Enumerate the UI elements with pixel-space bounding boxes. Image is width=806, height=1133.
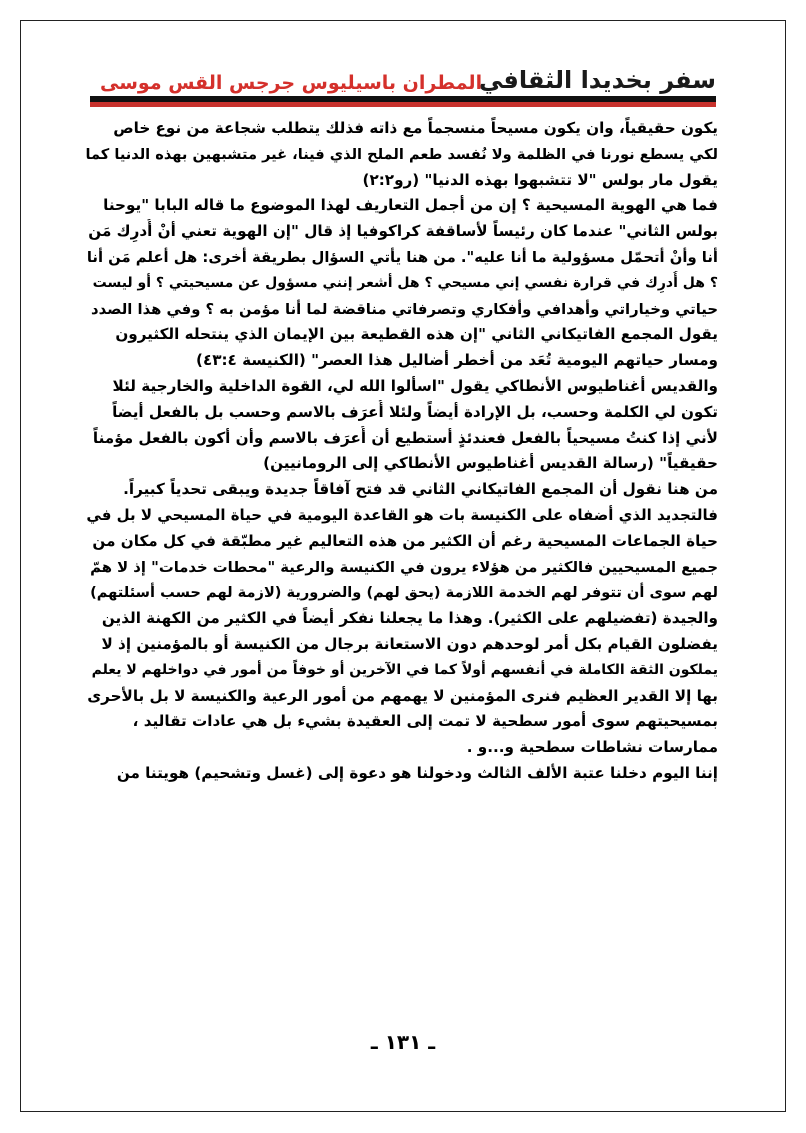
text-line: لكي يسطع نورنا في الظلمة ولا نُفسد طعم الملح الذي فينا، غير متشبهين بهذه الدنيا كما	[86, 145, 718, 163]
text-line: يفضلون القيام بكل أمر لوحدهم دون الاستعانة برجال من الكنيسة أو بالمؤمنين إذ لا	[101, 634, 718, 653]
body-text	[86, 116, 718, 787]
text-line: حياتي وخياراتي وأهدافي وأفكاري وتصرفاتي مناقضة لما أنا مؤمن به ؟ وفي هذا الصدد	[91, 300, 718, 318]
text-line: لأني إذا كنتُ مسيحياً بالفعل فعندئذٍ أستطيع أن أُعرَف بالاسم وأن أكون بالفعل مؤمناً	[92, 428, 718, 447]
text-line: لهم سوى أن تتوفر لهم الخدمة اللازمة (يحق لهم) والضرورية (لازمة لهم حسب أسئلتهم)	[90, 584, 718, 602]
text-line: فالتجديد الذي أضفاه على الكنيسة بات هو القاعدة اليومية في حياة المسيحي لا بل في	[86, 505, 718, 524]
header-rule-red	[90, 102, 716, 107]
text-line: بها إلا القدير العظيم فنرى المؤمنين لا يهمهم من أمور الرعية والكنيسة لا بل بالأحرى	[87, 686, 718, 705]
series-title: سفر بخديدا الثقافي	[478, 66, 716, 94]
page-number: ـ ١٣١ ـ	[370, 1030, 436, 1054]
text-line: ممارسات نشاطات سطحية و...و .	[466, 738, 718, 757]
text-line: تكون لي الكلمة وحسب، بل الإرادة أيضاً ولئلا أُعرَف بالاسم وحسب بل بالفعل أيضاً	[112, 402, 718, 421]
text-line: بولس الثاني" عندما كان رئيساً لأساقفة كراكوفيا إذ قال "إن الهوية تعني أنْ أُدرِك مَن	[88, 222, 718, 241]
author-name: المطران باسيليوس جرجس القس موسى	[100, 72, 483, 94]
text-line: يملكون الثقة الكاملة في أنفسهم أولاً كما في الآخرين أو خوفاً من أمور في دواخلهم لا يعلم	[91, 661, 718, 678]
text-line: ؟ هل أُدرِك في قرارة نفسي إني مسيحي ؟ هل أشعر إنني مسؤول عن مسيحيتي ؟ أو ليست	[92, 274, 718, 291]
text-line: من هنا نقول أن المجمع الفاتيكاني الثاني قد فتح آفاقاً جديدة ويبقى تحدياً كبيراً.	[123, 480, 718, 499]
text-line: والقديس أغناطيوس الأنطاكي يقول "اسألوا الله لي، القوة الداخلية والخارجية لئلا	[112, 376, 718, 395]
text-line: يقول المجمع الفاتيكاني الثاني "إن هذه القطيعة بين الإيمان الذي ينتحله الكثيرون	[115, 325, 718, 344]
text-line: يكون حقيقياً، وان يكون مسيحاً منسجماً مع ذاته فذلك يتطلب شجاعة من نوع خاص	[113, 119, 718, 137]
text-line: إننا اليوم دخلنا عتبة الألف الثالث ودخولنا هو دعوة إلى (غسل وتشحيم) هويتنا من	[116, 763, 718, 782]
text-line: جميع المسيحيين فالكثير من هؤلاء يرون في الكنيسة والرعية "محطات خدمات" إذ لا همّ	[90, 558, 718, 576]
page-header	[90, 66, 716, 112]
text-line: والجيدة (تفضيلهم على الكثير). وهذا ما يجعلنا نفكر أيضاً في الكثير من الكهنة الذين	[101, 609, 718, 628]
text-line: فما هي الهوية المسيحية ؟ إن من أجمل التعاريف لهذا الموضوع ما قاله البابا "يوحنا	[103, 196, 718, 215]
text-line: حياة الجماعات المسيحية رغم أن الكثير من هذه التعاليم غير مطبّقة في كل مكان من	[92, 531, 718, 550]
text-line: حقيقياً" (رسالة القديس أغناطيوس الأنطاكي إلى الرومانيين)	[263, 454, 718, 473]
text-line: أنا وأنْ أتحمّل مسؤولية ما أنا عليه". من هنا يأتي السؤال بطريقة أخرى: هل أعلم مَن أنا	[86, 248, 718, 266]
text-line: ومسار حياتهم اليومية تُعَد من أخطر أضاليل هذا العصر" (الكنيسة ٤٣:٤)	[195, 351, 718, 370]
text-line: بمسيحيتهم سوى أمور سطحية لا تمت إلى العقيدة بشيء بل هي عادات تقاليد ،	[132, 712, 718, 731]
text-line: يقول مار بولس "لا تتشبهوا بهذه الدنيا" (رو٢:٢)	[362, 170, 718, 189]
